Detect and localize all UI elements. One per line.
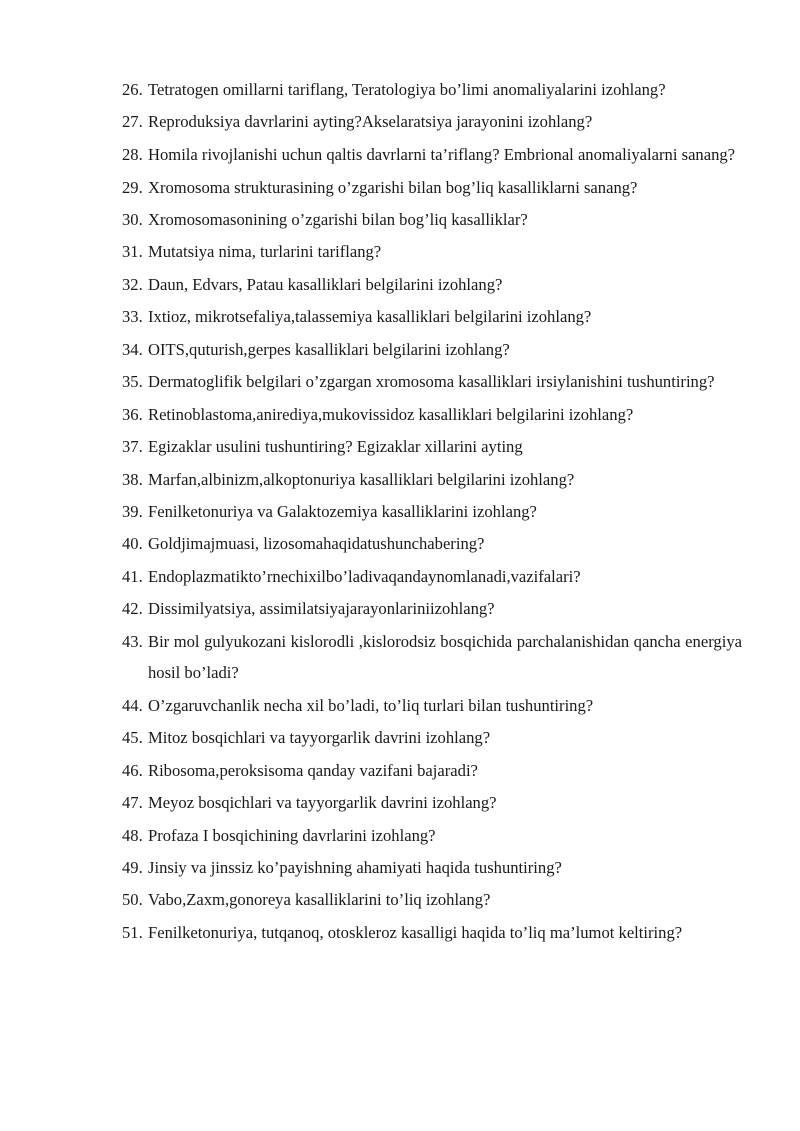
list-item	[122, 626, 742, 689]
list-item	[122, 884, 742, 915]
list-item	[122, 755, 742, 786]
list-item	[122, 690, 742, 721]
list-item	[122, 431, 742, 462]
item-text: Egizaklar usulini tushuntiring? Egizaklar xillarini ayting	[148, 437, 523, 457]
item-text: Mitoz bosqichlari va tayyorgarlik davrini izohlang?	[148, 728, 491, 748]
item-number: 50.	[122, 890, 143, 910]
item-number: 36.	[122, 404, 143, 424]
item-text: Mutatsiya nima, turlarini tariflang?	[148, 242, 382, 262]
item-text: OITS,quturish,gerpes kasalliklari belgilarini izohlang?	[148, 339, 510, 359]
item-text: Reproduksiya davrlarini ayting?Akselaratsiya jarayonini izohlang?	[148, 112, 593, 132]
item-text: Bir mol gulyukozani kislorodli ,kislorodsiz bosqichida parchalanishidan qancha energiya hosil bo’ladi?	[148, 631, 742, 683]
item-number: 30.	[122, 210, 143, 230]
list-item	[122, 172, 742, 203]
list-item	[122, 366, 742, 398]
item-text: Ixtioz, mikrotsefaliya,talassemiya kasalliklari belgilarini izohlang?	[148, 307, 592, 327]
item-number: 27.	[122, 112, 143, 132]
item-text: Tetratogen omillarni tariflang, Teratologiya bo’limi anomaliyalarini izohlang?	[148, 80, 666, 99]
item-number: 43.	[122, 631, 143, 651]
list-item	[122, 722, 742, 753]
item-text: Fenilketonuriya, tutqanoq, otoskleroz kasalligi haqida to’liq ma’lumot keltiring?	[148, 922, 683, 942]
list-item	[122, 334, 742, 365]
item-number: 37.	[122, 437, 143, 457]
list-item	[122, 236, 742, 267]
item-text: Vabo,Zaxm,gonoreya kasalliklarini to’liq izohlang?	[148, 890, 491, 910]
item-text: Fenilketonuriya va Galaktozemiya kasalliklarini izohlang?	[148, 502, 537, 522]
item-number: 34.	[122, 339, 143, 359]
item-number: 31.	[122, 242, 143, 262]
list-item	[122, 852, 742, 883]
item-number: 39.	[122, 502, 143, 522]
item-number: 28.	[122, 144, 143, 164]
item-number: 49.	[122, 857, 143, 877]
item-text: Homila rivojlanishi uchun qaltis davrlarni ta’riflang? Embrional anomaliyalarni sanang?	[148, 144, 736, 164]
item-number: 46.	[122, 760, 143, 780]
item-number: 48.	[122, 825, 143, 845]
item-text: Ribosoma,peroksisoma qanday vazifani bajaradi?	[148, 760, 478, 780]
item-number: 42.	[122, 599, 143, 619]
item-number: 45.	[122, 728, 143, 748]
item-text: Xromosomasonining o’zgarishi bilan bog’liq kasalliklar?	[148, 210, 528, 230]
item-number: 41.	[122, 566, 143, 586]
item-text: Dissimilyatsiya, assimilatsiyajarayonlariniizohlang?	[148, 599, 495, 619]
list-item	[122, 820, 742, 851]
item-number: 35.	[122, 372, 143, 392]
item-text: Xromosoma strukturasining o’zgarishi bilan bog’liq kasalliklarni sanang?	[148, 177, 638, 197]
item-number: 26.	[122, 80, 143, 99]
list-item	[122, 399, 742, 430]
item-number: 29.	[122, 177, 143, 197]
item-text: Daun, Edvars, Patau kasalliklari belgilarini izohlang?	[148, 274, 503, 294]
list-item	[122, 561, 742, 592]
list-item	[122, 528, 742, 559]
item-text: Dermatoglifik belgilari o’zgargan xromosoma kasalliklari irsiylanishini tushuntiring?	[148, 372, 715, 392]
item-text: Retinoblastoma,anirediya,mukovissidoz kasalliklari belgilarini izohlang?	[148, 404, 634, 424]
item-number: 44.	[122, 696, 143, 716]
question-list	[122, 74, 742, 950]
item-number: 40.	[122, 534, 143, 554]
list-item	[122, 917, 742, 949]
item-number: 33.	[122, 307, 143, 327]
list-item	[122, 593, 742, 624]
item-number: 38.	[122, 469, 143, 489]
item-text: Goldjimajmuasi, lizosomahaqidatushunchabering?	[148, 534, 485, 554]
list-item	[122, 139, 742, 171]
list-item	[122, 787, 742, 818]
item-text: Marfan,albinizm,alkoptonuriya kasalliklari belgilarini izohlang?	[148, 469, 575, 489]
list-item	[122, 464, 742, 495]
item-text: Jinsiy va jinssiz ko’payishning ahamiyati haqida tushuntiring?	[148, 857, 562, 877]
list-item	[122, 74, 742, 105]
list-item	[122, 301, 742, 332]
item-text: Meyoz bosqichlari va tayyorgarlik davrini izohlang?	[148, 793, 497, 813]
list-item	[122, 269, 742, 300]
item-number: 32.	[122, 274, 143, 294]
list-item	[122, 496, 742, 527]
item-number: 47.	[122, 793, 143, 813]
list-item	[122, 106, 742, 137]
item-text: O’zgaruvchanlik necha xil bo’ladi, to’liq turlari bilan tushuntiring?	[148, 696, 594, 716]
item-text: Profaza I bosqichining davrlarini izohlang?	[148, 825, 436, 845]
item-number: 51.	[122, 922, 143, 942]
item-text: Endoplazmatikto’rnechixilbo’ladivaqandaynomlanadi,vazifalari?	[148, 566, 581, 586]
list-item	[122, 204, 742, 235]
